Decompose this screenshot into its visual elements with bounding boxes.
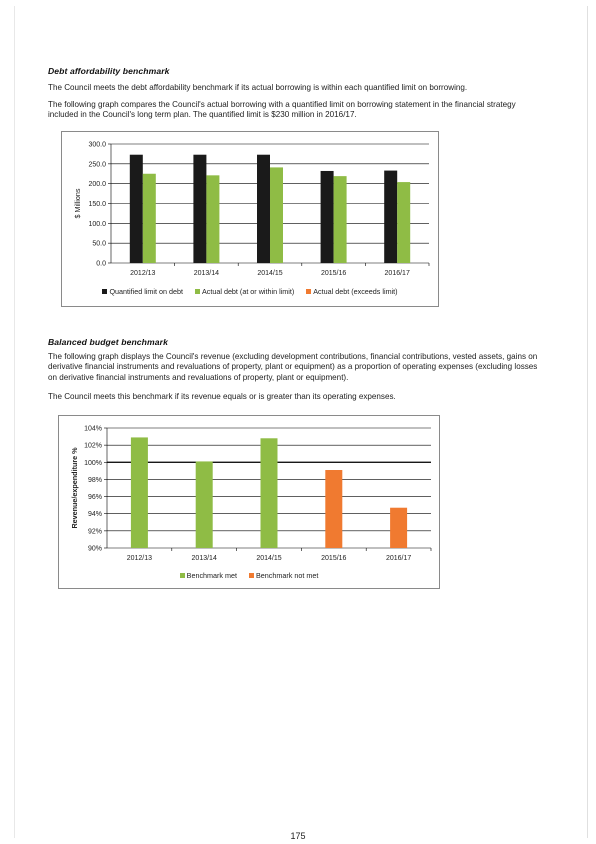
debt-chart-legend bbox=[62, 287, 438, 296]
x-tick-label: 2015/16 bbox=[321, 555, 347, 562]
y-axis-label: Revenue/expenditure % bbox=[70, 447, 79, 529]
balanced-chart-legend bbox=[59, 571, 439, 580]
y-axis-label: $ Millions bbox=[73, 188, 82, 219]
paragraph-balanced-2: The Council meets this benchmark if its revenue equals or is greater than its operating expenses. bbox=[48, 392, 396, 401]
legend-swatch-not-met bbox=[249, 573, 254, 578]
balanced-budget-chart bbox=[58, 415, 440, 589]
bar-actual-within bbox=[397, 182, 410, 263]
section-heading-debt: Debt affordability benchmark bbox=[48, 66, 170, 76]
y-tick-label: 200.0 bbox=[88, 181, 106, 189]
bar-actual-within bbox=[206, 175, 219, 263]
legend-swatch-within bbox=[195, 289, 200, 294]
bar-actual-within bbox=[143, 174, 156, 263]
bar-benchmark-met bbox=[131, 437, 148, 548]
y-tick-label: 300.0 bbox=[88, 141, 106, 149]
y-tick-label: 50.0 bbox=[92, 240, 106, 248]
legend-item-limit bbox=[102, 287, 183, 296]
y-tick-label: 102% bbox=[84, 442, 102, 450]
legend-label-met: Benchmark met bbox=[186, 571, 237, 580]
bar-limit bbox=[130, 155, 143, 263]
x-tick-label: 2016/17 bbox=[385, 555, 412, 562]
legend-item-exceeds bbox=[306, 287, 397, 296]
x-tick-label: 2014/15 bbox=[257, 270, 283, 277]
balanced-budget-chart-svg bbox=[59, 416, 439, 588]
legend-item-met bbox=[180, 571, 237, 580]
section-heading-balanced: Balanced budget benchmark bbox=[48, 337, 168, 347]
legend-swatch-met bbox=[180, 573, 185, 578]
legend-swatch-limit bbox=[102, 289, 107, 294]
y-tick-label: 90% bbox=[87, 545, 102, 553]
bar-benchmark-not-met bbox=[325, 470, 342, 548]
paragraph-balanced-1: The following graph displays the Council's revenue (excluding development contributions, financial contributions, vested assets, gains on derivative financial instruments and revaluations of property, plant or equipment) as a proportion of operating expenses (excluding losses on derivative financial instruments and revaluations of property, plant or equipment). bbox=[48, 352, 538, 382]
y-tick-label: 104% bbox=[84, 425, 102, 433]
legend-item-within bbox=[195, 287, 294, 296]
legend-swatch-exceeds bbox=[306, 289, 311, 294]
y-tick-label: 94% bbox=[87, 511, 102, 519]
bar-limit bbox=[321, 171, 334, 263]
bar-actual-within bbox=[270, 167, 283, 263]
y-tick-label: 150.0 bbox=[88, 201, 106, 208]
y-tick-label: 98% bbox=[87, 476, 102, 484]
x-tick-label: 2012/13 bbox=[126, 555, 153, 562]
y-tick-label: 92% bbox=[87, 528, 102, 536]
paragraph-debt-1: The Council meets the debt affordability benchmark if its actual borrowing is within each quantified limit on borrowing. bbox=[48, 83, 468, 92]
legend-label-limit: Quantified limit on debt bbox=[109, 287, 183, 296]
debt-chart bbox=[61, 131, 439, 307]
bar-actual-within bbox=[334, 176, 347, 263]
bar-benchmark-not-met bbox=[390, 508, 407, 548]
bar-benchmark-met bbox=[261, 438, 278, 548]
x-tick-label: 2012/13 bbox=[130, 270, 156, 277]
legend-label-not-met: Benchmark not met bbox=[256, 571, 319, 580]
y-tick-label: 0.0 bbox=[96, 260, 106, 268]
y-tick-label: 250.0 bbox=[88, 161, 106, 169]
y-tick-label: 100.0 bbox=[88, 220, 106, 228]
legend-label-within: Actual debt (at or within limit) bbox=[201, 287, 295, 296]
x-tick-label: 2013/14 bbox=[193, 270, 220, 277]
x-tick-label: 2016/17 bbox=[384, 270, 410, 277]
y-tick-label: 100% bbox=[84, 459, 102, 467]
legend-label-exceeds: Actual debt (exceeds limit) bbox=[313, 287, 398, 296]
legend-item-not-met bbox=[249, 571, 318, 580]
page-number: 175 bbox=[290, 831, 306, 841]
x-tick-label: 2015/16 bbox=[320, 270, 347, 277]
bar-limit bbox=[257, 155, 270, 263]
debt-chart-svg bbox=[62, 132, 438, 306]
bar-limit bbox=[193, 155, 206, 263]
bar-benchmark-met bbox=[196, 461, 213, 548]
x-tick-label: 2014/15 bbox=[256, 555, 282, 562]
x-tick-label: 2013/14 bbox=[191, 555, 217, 562]
bar-limit bbox=[384, 171, 397, 263]
y-tick-label: 96% bbox=[87, 494, 102, 502]
paragraph-debt-2: The following graph compares the Council's actual borrowing with a quantified limit on borrowing statement in the financial strategy included in the Council's long term plan. The quantified limit is $230 million in 2016/17. bbox=[48, 100, 516, 120]
